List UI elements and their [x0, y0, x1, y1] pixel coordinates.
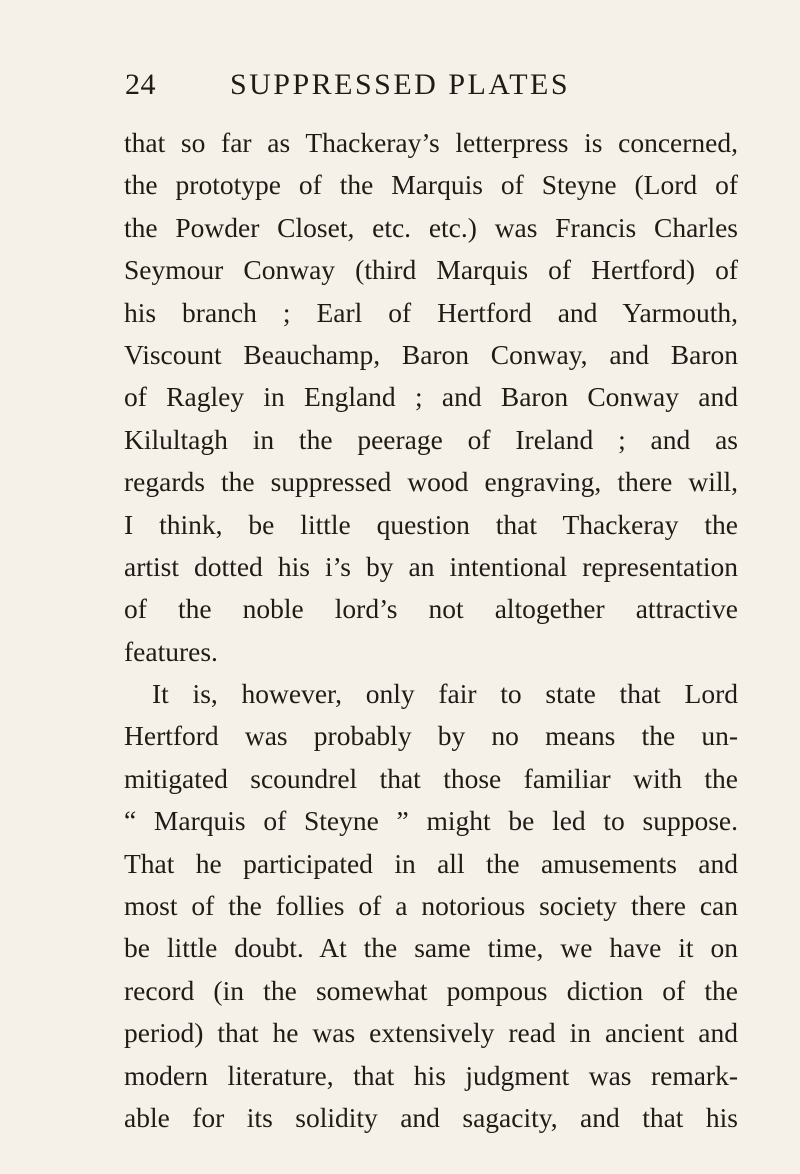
- text-line: able for its solidity and sagacity, and that his: [124, 1101, 738, 1133]
- text-line: modern literature, that his judgment was remark-: [124, 1059, 738, 1091]
- text-line: most of the follies of a notorious society there can: [124, 890, 738, 922]
- text-line: features.: [124, 635, 218, 667]
- running-title: SUPPRESSED PLATES: [229, 68, 571, 101]
- text-line: artist dotted his i’s by an intentional representation: [124, 550, 738, 582]
- body-text: [124, 122, 738, 1139]
- text-line: his branch ; Earl of Hertford and Yarmouth,: [124, 296, 738, 328]
- text-line: Seymour Conway (third Marquis of Hertford) of: [124, 254, 738, 286]
- text-line: It is, however, only fair to state that Lord: [152, 678, 738, 710]
- text-line: be little doubt. At the same time, we have it on: [124, 932, 738, 964]
- text-line: of the noble lord’s not altogether attractive: [124, 593, 738, 625]
- text-line: period) that he was extensively read in ancient and: [124, 1017, 738, 1049]
- text-line: Viscount Beauchamp, Baron Conway, and Baron: [124, 338, 738, 370]
- text-line: mitigated scoundrel that those familiar with the: [124, 762, 738, 794]
- text-line: the prototype of the Marquis of Steyne (Lord of: [124, 169, 738, 201]
- text-line: regards the suppressed wood engraving, there will,: [124, 466, 738, 498]
- text-line: Hertford was probably by no means the un-: [124, 720, 738, 752]
- text-line: the Powder Closet, etc. etc.) was Francis Charles: [124, 211, 738, 243]
- text-line: Kilultagh in the peerage of Ireland ; and as: [124, 423, 738, 455]
- page-number: 24: [125, 68, 156, 101]
- text-line: That he participated in all the amusements and: [124, 847, 738, 879]
- running-head: [0, 68, 800, 108]
- text-line: record (in the somewhat pompous diction of the: [124, 974, 738, 1006]
- text-line: that so far as Thackeray’s letterpress is concerned,: [124, 127, 738, 158]
- text-line: of Ragley in England ; and Baron Conway and: [124, 381, 738, 413]
- text-line: “ Marquis of Steyne ” might be led to suppose.: [124, 805, 738, 837]
- text-line: I think, be little question that Thackeray the: [124, 508, 738, 540]
